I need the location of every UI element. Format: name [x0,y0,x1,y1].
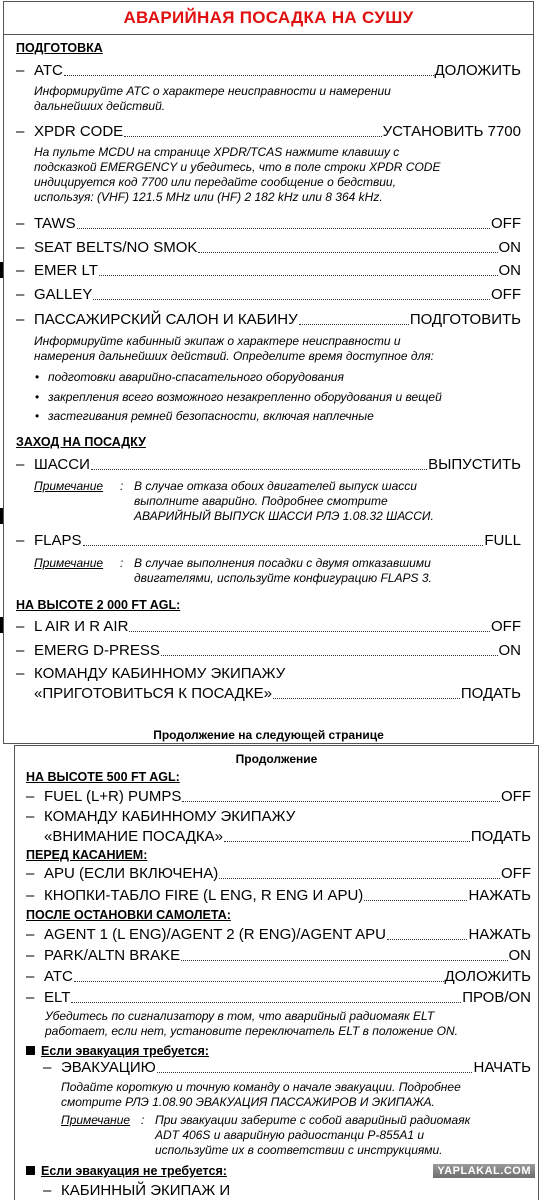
change-bar [0,262,3,278]
change-bar [0,617,3,633]
checklist-title: АВАРИЙНАЯ ПОСАДКА НА СУШУ [123,8,414,27]
continuation-header: Продолжение [235,752,318,766]
item-park-brake: – PARK/ALTN BRAKE ON [26,947,531,964]
section-before-touchdown: ПЕРЕД КАСАНИЕМ: [26,848,148,862]
item-fuel-pumps: – FUEL (L+R) PUMPS OFF [26,788,531,805]
item-taws: – TAWS OFF [16,215,521,232]
section-2000ft: НА ВЫСОТЕ 2 000 FT AGL: [16,598,181,612]
section-500ft: НА ВЫСОТЕ 500 FT AGL: [26,770,180,784]
item-l-air-r-air: – L AIR И R AIR OFF [16,618,521,635]
item-crew-cmd-1: – КОМАНДУ КАБИННОМУ ЭКИПАЖУ [16,665,286,682]
item-fire-buttons: – КНОПКИ-ТАБЛО FIRE (L ENG, R ENG И APU) НАЖАТЬ [26,887,531,904]
item-cabin: – ПАССАЖИРСКИЙ САЛОН И КАБИНУ ПОДГОТОВИТЬ [16,311,521,328]
note-gear: Примечание : В случае отказа обоих двигателей выпуск шасси выполните аварийно. Подробнее смотрите АВАРИЙНЫЙ ВЫПУСК ШАССИ РЛЭ 1.08.32 ШАССИ. [34,479,434,523]
bullet-2: • закрепления всего возможного незакрепленно оборудования и вещей [48,390,442,405]
item-apu: – APU (ЕСЛИ ВКЛЮЧЕНА) OFF [26,865,531,882]
item-elt: – ELT ПРОВ/ON [26,989,531,1006]
evac-required-heading: Если эвакуация требуется: [26,1044,209,1058]
continued-next-page: Продолжение на следующей странице [153,728,384,742]
item-crew-cmd-2b: «ВНИМАНИЕ ПОСАДКА» ПОДАТЬ [44,828,531,845]
square-bullet-icon [26,1166,35,1175]
item-flaps: – FLAPS FULL [16,532,521,549]
note-cabin: Информируйте кабинный экипаж о характере неисправности и намерения дальнейших действий. Определите время доступное для: [34,334,434,363]
section-preparation: ПОДГОТОВКА [16,41,103,55]
bullet-3: • застегивания ремней безопасности, включая наплечные [48,409,374,424]
item-galley: – GALLEY OFF [16,286,521,303]
note-evac-radio: Примечание : При эвакуации заберите с собой аварийный радиомаяк ADT 406S и аварийную радиостанци Р-855А1 и используйте их в соответствии с инструкциями. [61,1113,471,1157]
checklist-page-1 [3,1,534,744]
item-agent: – AGENT 1 (L ENG)/AGENT 2 (R ENG)/AGENT APU НАЖАТЬ [26,926,531,943]
note-elt: Убедитесь по сигнализатору в том, что аварийный радиомаяк ELT работает, если нет, установите переключатель ELT в положение ON. [45,1009,459,1038]
title-bar [4,2,533,35]
item-evacuation: – ЭВАКУАЦИЮ НАЧАТЬ [43,1059,531,1076]
item-xpdr-code: – XPDR CODE УСТАНОВИТЬ 7700 [16,123,521,140]
note-flaps: Примечание : В случае выполнения посадки с двумя отказавшими двигателями, используйте конфигурацию FLAPS 3. [34,556,432,585]
change-bar [0,508,3,524]
item-seat-belts: – SEAT BELTS/NO SMOK ON [16,239,521,256]
item-cabin-crew: – КАБИННЫЙ ЭКИПАЖ И [43,1182,231,1199]
note-evacuation: Подайте короткую и точную команду о начале эвакуации. Подробнее смотрите РЛЭ 1.08.90 ЭВАКУАЦИЯ ПАССАЖИРОВ И ЭКИПАЖА. [61,1080,461,1109]
bullet-1: • подготовки аварийно-спасательного оборудования [48,370,344,385]
square-bullet-icon [26,1046,35,1055]
watermark-logo: YAPLAKAL.COM [433,1164,535,1178]
checklist-page-2 [14,745,539,1200]
item-crew-cmd-1b: «ПРИГОТОВИТЬСЯ К ПОСАДКЕ» ПОДАТЬ [34,685,521,702]
evac-not-required-heading: Если эвакуация не требуется: [26,1164,227,1178]
item-emer-lt: – EMER LT ON [16,262,521,279]
note-atc: Информируйте ATC о характере неисправности и намерении дальнейших действий. [34,84,391,113]
item-crew-cmd-2: – КОМАНДУ КАБИННОМУ ЭКИПАЖУ [26,808,296,825]
item-emerg-d-press: – EMERG D-PRESS ON [16,642,521,659]
item-gear: – ШАССИ ВЫПУСТИТЬ [16,456,521,473]
item-atc-2: – ATC ДОЛОЖИТЬ [26,968,531,985]
section-after-stop: ПОСЛЕ ОСТАНОВКИ САМОЛЕТА: [26,908,231,922]
item-atc: – ATC ДОЛОЖИТЬ [16,62,521,79]
note-xpdr: На пульте MCDU на странице XPDR/TCAS нажмите клавишу с подсказкой EMERGENCY и убедитесь, что в поле строки XPDR CODE индицируется код 7700 или передайте сообщение о бедствии, используя: (VHF) 121.5 MHz или (HF) 2 182 kHz или 8 364 kHz. [34,145,441,204]
section-approach: ЗАХОД НА ПОСАДКУ [16,435,146,449]
